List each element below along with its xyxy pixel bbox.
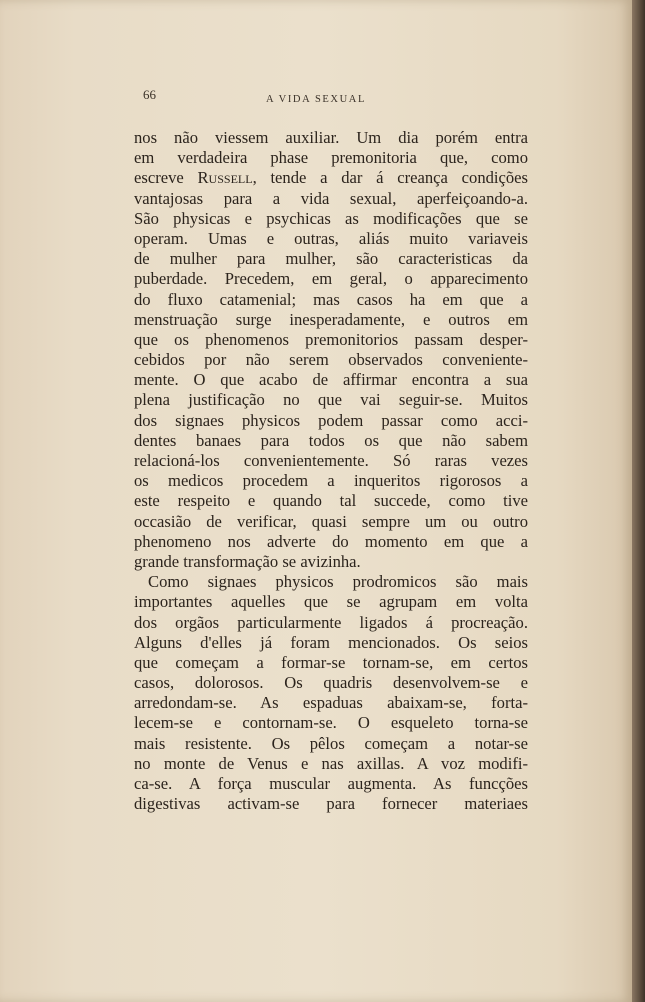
text-line: lecem-se e contornam-se. O esqueleto torna-se xyxy=(134,713,528,733)
text-line: menstruação surge inesperadamente, e outros em xyxy=(134,309,528,329)
text-line: arredondam-se. As espaduas abaixam-se, forta- xyxy=(134,693,528,713)
text-line: dos signaes physicos podem passar como acci- xyxy=(134,410,528,430)
page-number: 66 xyxy=(143,87,156,102)
text-line: escreve Russell, tende a dar á creança condições xyxy=(134,168,529,188)
text-line: cebidos por não serem observados conveniente- xyxy=(134,350,528,370)
text-line: este respeito e quando tal succede, como tive xyxy=(134,491,528,511)
text-line: no monte de Venus e nas axillas. A voz modifi- xyxy=(134,753,528,773)
author-name: Russell xyxy=(197,168,253,188)
running-title: A VIDA SEXUAL xyxy=(266,94,366,105)
text-line: plena justificação no que vai seguir-se. Muitos xyxy=(134,390,528,410)
text-line: nos não viessem auxiliar. Um dia porém entra xyxy=(134,128,528,147)
text-line: que começam a formar-se tornam-se, em certos xyxy=(134,652,528,672)
paragraph-last-line: grande transformação se avizinha. xyxy=(134,551,361,571)
text-line: phenomeno nos adverte do momento em que a xyxy=(134,531,528,551)
text-line: vantajosas para a vida sexual, aperfeiçoando-a. xyxy=(134,188,528,208)
text-line: São physicas e psychicas as modificações que se xyxy=(134,208,528,228)
text-line: casos, dolorosos. Os quadris desenvolvem-se e xyxy=(134,673,528,693)
body-text xyxy=(134,128,528,814)
text-line: importantes aquelles que se agrupam em volta xyxy=(134,592,528,612)
text-line: que os phenomenos premonitorios passam desper- xyxy=(134,329,528,349)
book-edge xyxy=(632,0,645,1002)
text-line: operam. Umas e outras, aliás muito variaveis xyxy=(134,228,528,248)
text-line: de mulher para mulher, são caracteristicas da xyxy=(134,249,528,269)
text-line: mente. O que acabo de affirmar encontra a sua xyxy=(134,370,528,390)
text-line: os medicos procedem a inqueritos rigorosos a xyxy=(134,471,528,491)
text-line: ca-se. A força muscular augmenta. As funcções xyxy=(134,774,528,793)
text-line: em verdadeira phase premonitoria que, como xyxy=(134,148,528,168)
text-line: relacioná-los convenientemente. Só raras vezes xyxy=(134,451,528,470)
text-line: mais resistente. Os pêlos começam a notar-se xyxy=(134,733,528,753)
text-line: Alguns d'elles já foram mencionados. Os seios xyxy=(134,632,528,652)
paragraph-first-line: Como signaes physicos prodromicos são mais xyxy=(148,572,528,592)
text-line: digestivas activam-se para fornecer materiaes xyxy=(134,794,528,814)
text-line: dentes banaes para todos os que não sabem xyxy=(134,430,528,450)
text-line: dos orgãos particularmente ligados á procreação. xyxy=(134,612,528,632)
text-line: occasião de verificar, quasi sempre um ou outro xyxy=(134,511,528,531)
text-line: puberdade. Precedem, em geral, o apparecimento xyxy=(134,269,528,289)
text-line: do fluxo catamenial; mas casos ha em que a xyxy=(134,289,528,309)
